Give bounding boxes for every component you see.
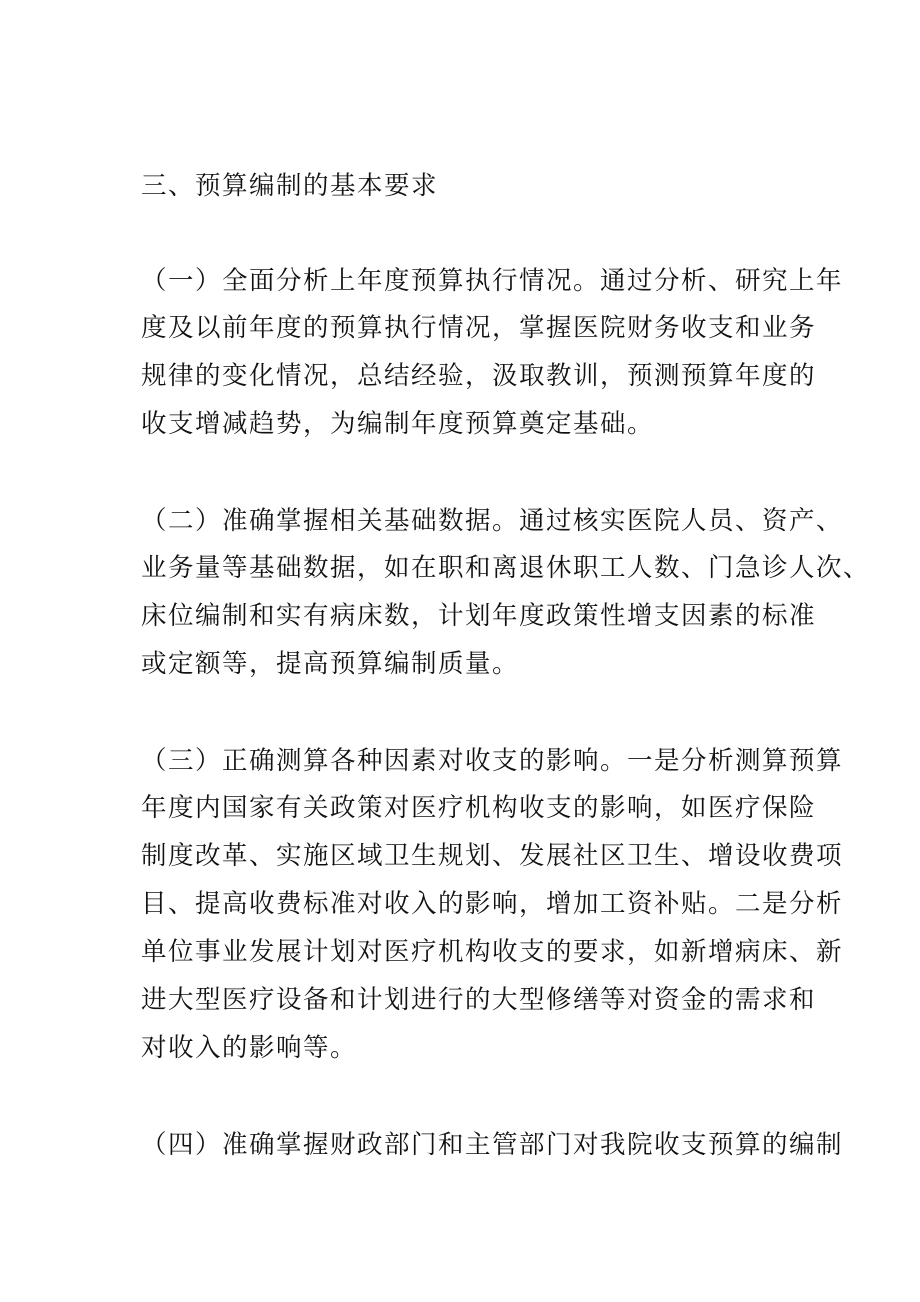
- paragraph-line: 规律的变化情况，总结经验，汲取教训，预测预算年度的: [141, 361, 817, 391]
- paragraph-line: 业务量等基础数据，如在职和离退休职工人数、门急诊人次、: [141, 553, 871, 583]
- paragraph-line: 制度改革、实施区域卫生规划、发展社区卫生、增设收费项: [141, 841, 844, 871]
- paragraph-line: 对收入的影响等。: [141, 1033, 358, 1063]
- paragraph-line: 度及以前年度的预算执行情况，掌握医院财务收支和业务: [141, 313, 817, 343]
- paragraph-line: 目、提高收费标准对收入的影响，增加工资补贴。二是分析: [141, 889, 844, 919]
- paragraph-line: 年度内国家有关政策对医疗机构收支的影响，如医疗保险: [141, 793, 817, 823]
- paragraph-line: 或定额等，提高预算编制质量。: [141, 649, 520, 679]
- paragraph-line: （一）全面分析上年度预算执行情况。通过分析、研究上年: [141, 266, 844, 296]
- paragraph-line: （二）准确掌握相关基础数据。通过核实医院人员、资产、: [141, 506, 844, 536]
- paragraph-line: （四）准确掌握财政部门和主管部门对我院收支预算的编制: [141, 1130, 844, 1160]
- paragraph-line: （三）正确测算各种因素对收支的影响。一是分析测算预算: [141, 746, 844, 776]
- section-heading: 三、预算编制的基本要求: [141, 171, 439, 201]
- paragraph-line: 床位编制和实有病床数，计划年度政策性增支因素的标准: [141, 601, 817, 631]
- paragraph-line: 单位事业发展计划对医疗机构收支的要求，如新增病床、新: [141, 937, 844, 967]
- paragraph-line: 进大型医疗设备和计划进行的大型修缮等对资金的需求和: [141, 985, 817, 1015]
- paragraph-line: 收支增减趋势，为编制年度预算奠定基础。: [141, 409, 655, 439]
